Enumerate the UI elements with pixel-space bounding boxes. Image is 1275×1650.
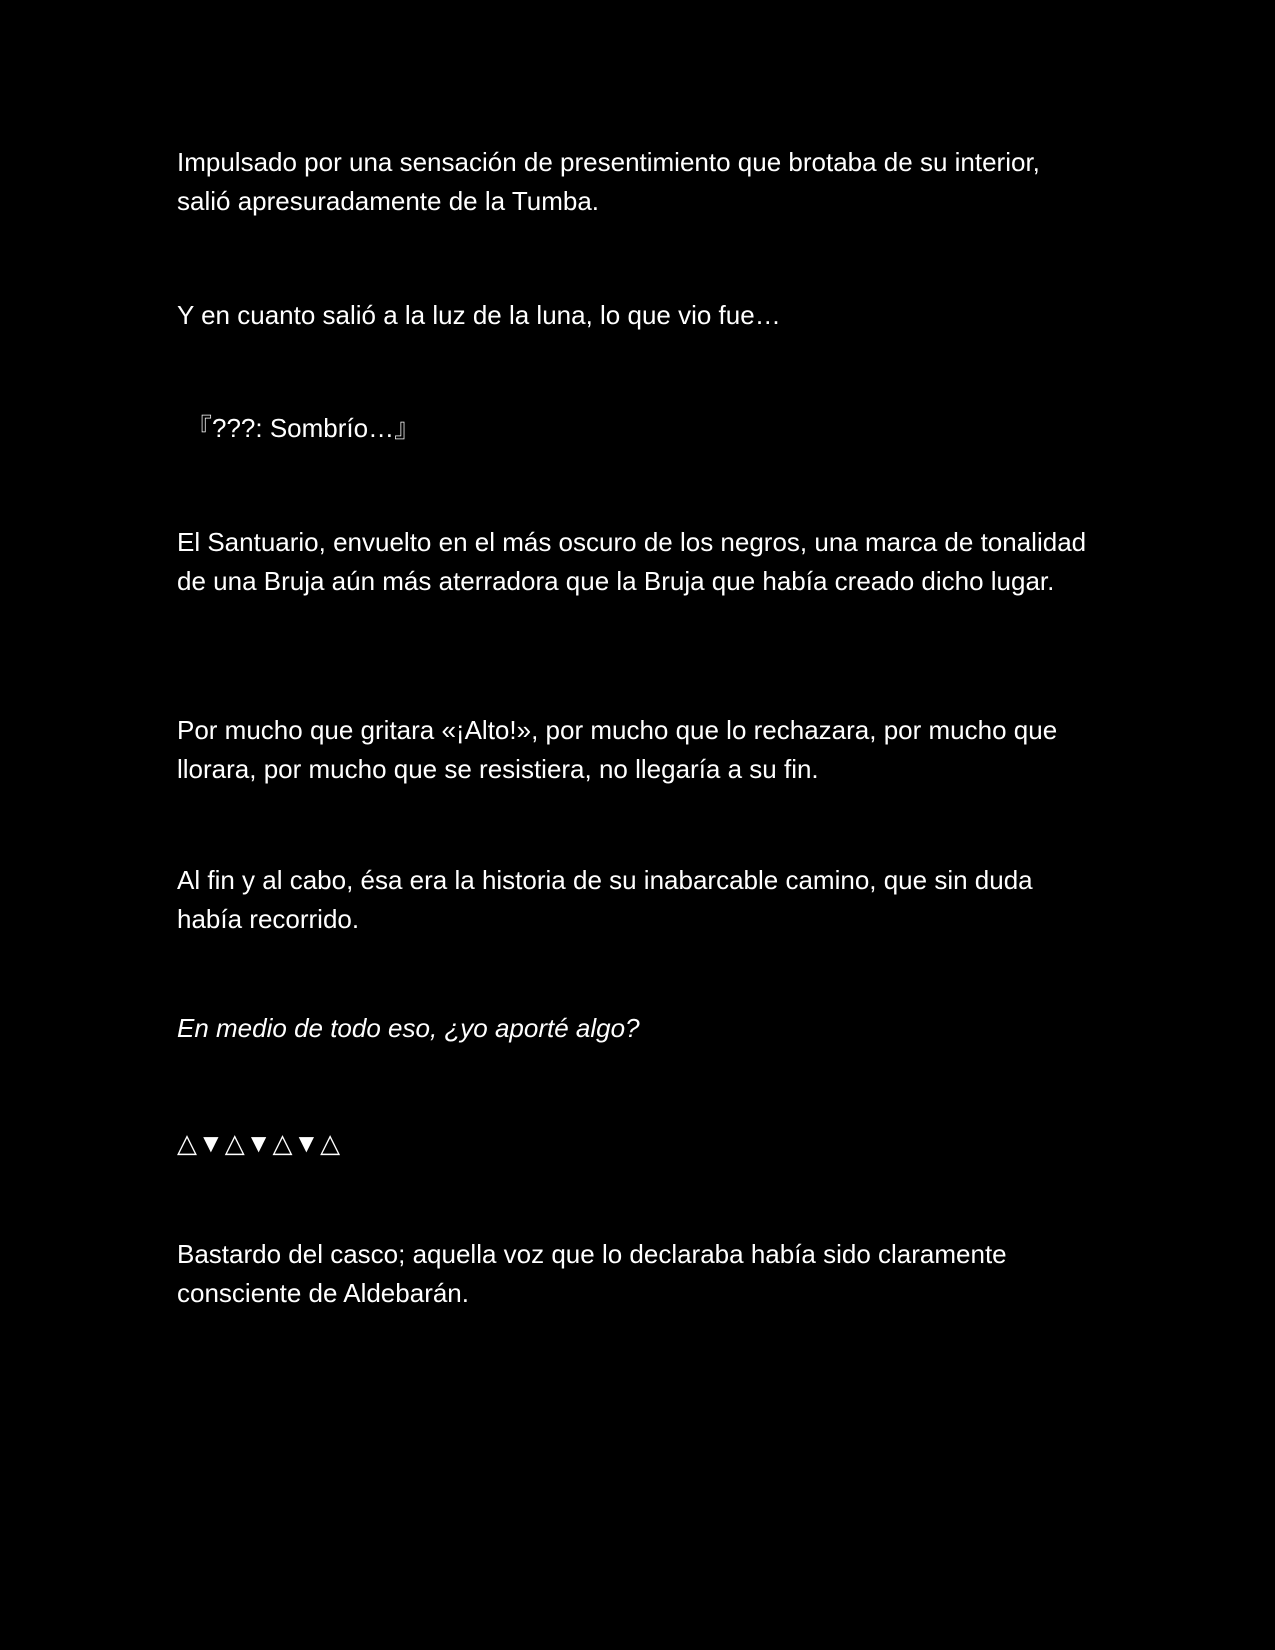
scene-divider: △▼△▼△▼△ [177,1128,342,1158]
paragraph-sanctuary: El Santuario, envuelto en el más oscuro de los negros, una marca de tonalidad de una Bruja aún más aterradora que la Bruja que había creado dicho lugar. [177,527,1087,596]
paragraph-resistance: Por mucho que gritara «¡Alto!», por mucho que lo rechazara, por mucho que llorara, por mucho que se resistiera, no llegaría a su fin. [177,715,1058,784]
paragraph-path: Al fin y al cabo, ésa era la historia de su inabarcable camino, que sin duda había recorrido. [177,865,1033,934]
paragraph-helmet: Bastardo del casco; aquella voz que lo declaraba había sido claramente consciente de Aldebarán. [177,1239,1007,1308]
paragraph-presentiment: Impulsado por una sensación de presentimiento que brotaba de su interior, salió apresuradamente de la Tumba. [177,147,1040,216]
paragraph-inner-question: En medio de todo eso, ¿yo aporté algo? [177,1013,640,1043]
dialogue-line: 『???: Sombrío…』 [186,413,421,443]
paragraph-moonlight: Y en cuanto salió a la luz de la luna, lo que vio fue… [177,300,781,330]
